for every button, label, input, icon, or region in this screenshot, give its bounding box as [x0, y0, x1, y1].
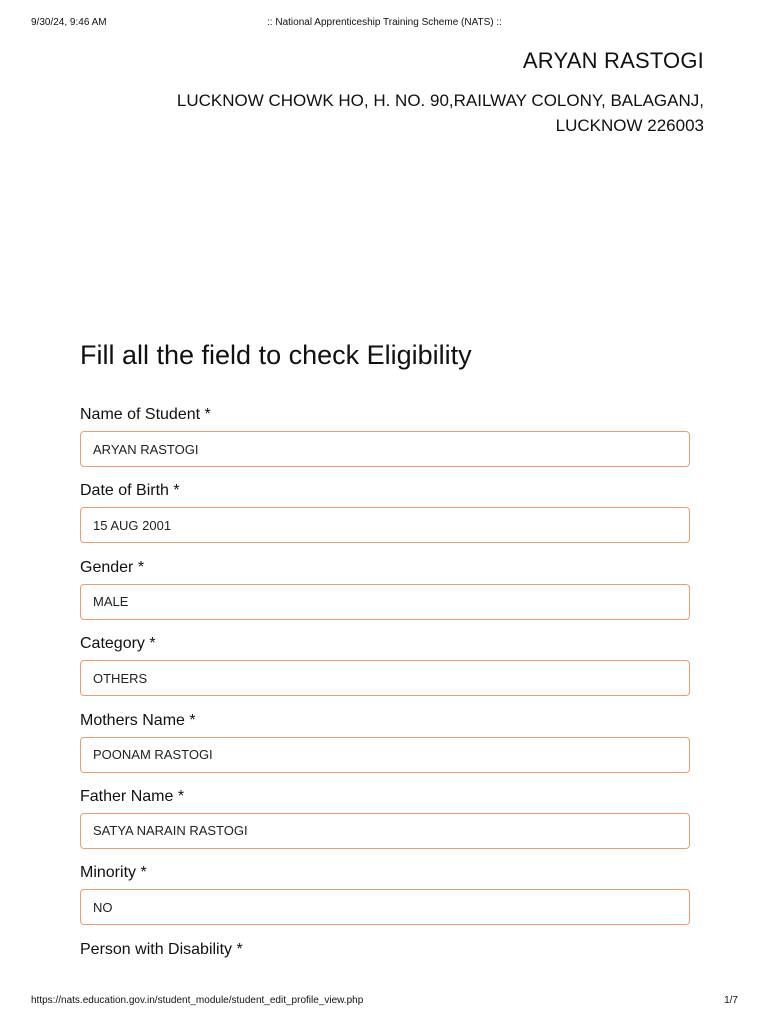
field-label-gender: Gender * — [80, 558, 145, 576]
field-group-date-of-birth — [80, 480, 690, 556]
print-datetime: 9/30/24, 9:46 AM — [31, 17, 107, 28]
eligibility-form — [80, 404, 690, 1015]
form-heading: Fill all the field to check Eligibility — [80, 340, 472, 370]
print-page-url: https://nats.education.gov.in/student_module/student_edit_profile_view.php — [31, 995, 364, 1006]
print-page-title: :: National Apprenticeship Training Scheme (NATS) :: — [267, 17, 502, 28]
address-line-1: LUCKNOW CHOWK HO, H. NO. 90,RAILWAY COLONY, BALAGANJ, — [176, 91, 704, 110]
father-name-input[interactable] — [80, 813, 690, 849]
print-header — [31, 17, 738, 31]
field-group-mothers-name — [80, 710, 690, 786]
field-group-category — [80, 633, 690, 709]
field-label-category: Category * — [80, 635, 156, 653]
field-label-mothers-name: Mothers Name * — [80, 711, 196, 729]
field-group-father-name — [80, 786, 690, 862]
field-group-gender — [80, 557, 690, 633]
category-input[interactable] — [80, 660, 690, 696]
profile-address — [104, 88, 704, 138]
field-label-minority: Minority * — [80, 864, 147, 882]
mothers-name-input[interactable] — [80, 737, 690, 773]
gender-input[interactable] — [80, 584, 690, 620]
field-label-person-with-disability: Person with Disability * — [80, 940, 243, 958]
date-of-birth-input[interactable] — [80, 507, 690, 543]
minority-input[interactable] — [80, 889, 690, 925]
profile-name: ARYAN RASTOGI — [522, 48, 704, 73]
print-page-number: 1/7 — [724, 995, 738, 1006]
field-group-name-of-student — [80, 404, 690, 480]
field-group-minority — [80, 862, 690, 938]
field-label-name-of-student: Name of Student * — [80, 406, 211, 423]
name-of-student-input[interactable] — [80, 431, 690, 467]
field-label-father-name: Father Name * — [80, 787, 185, 805]
field-label-date-of-birth: Date of Birth * — [80, 482, 180, 500]
address-line-2: LUCKNOW 226003 — [555, 116, 704, 135]
print-footer — [31, 995, 738, 1009]
